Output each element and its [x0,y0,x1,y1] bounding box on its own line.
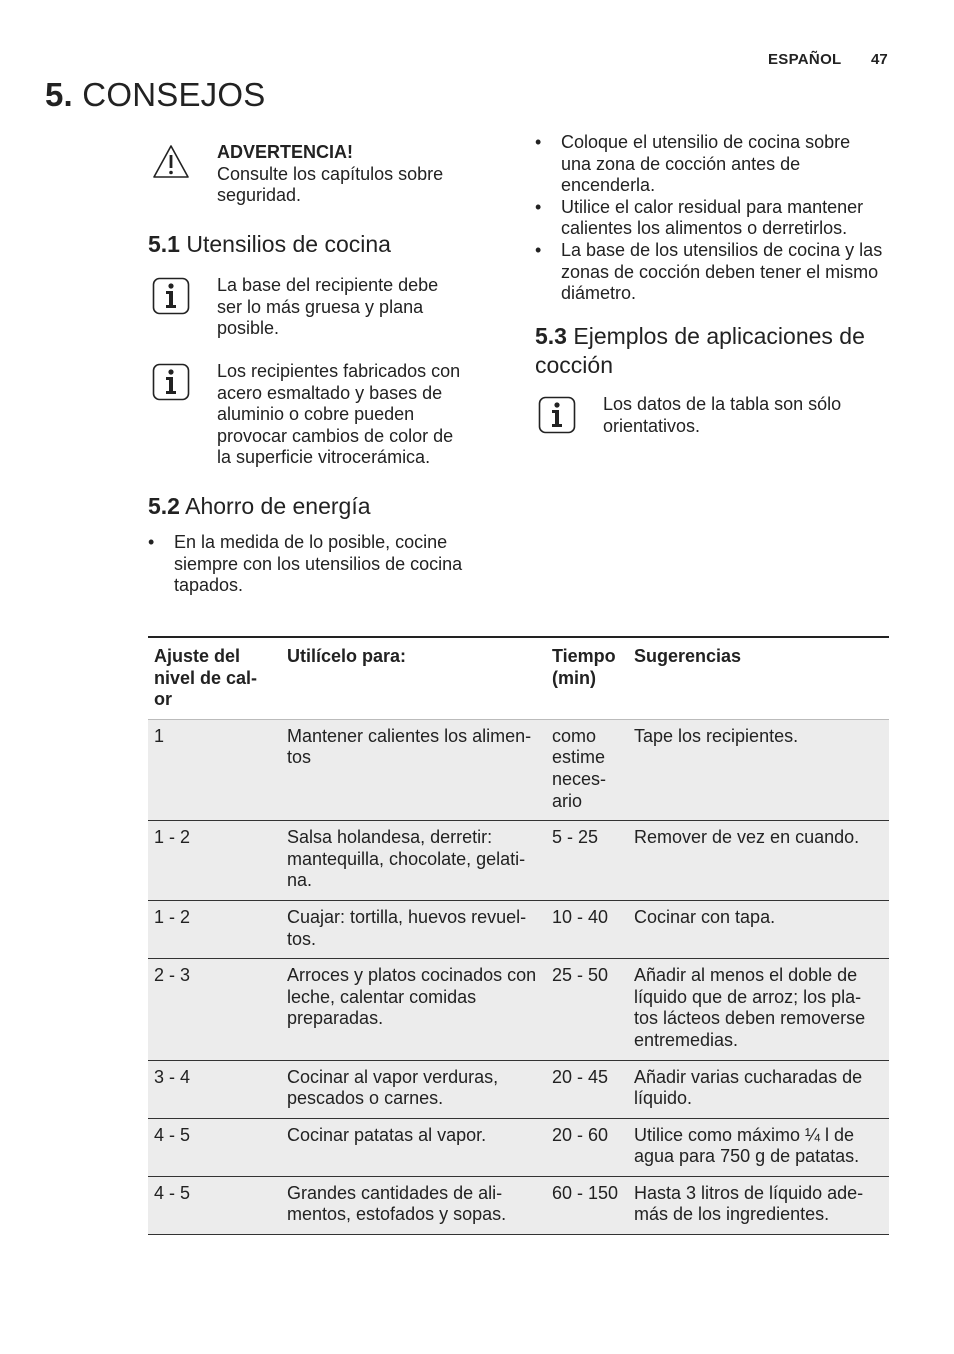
table-cell: 1 - 2 [148,900,281,958]
tips-list [535,132,885,305]
chapter-name: CONSEJOS [82,76,266,113]
section-title-continued: cocción [535,352,613,378]
info-icon [152,363,190,401]
header-language: ESPAÑOL [768,51,842,68]
table-row [148,959,889,1060]
section-5-1-heading [148,230,391,259]
table-cell: 60 - 150 [546,1176,628,1234]
section-5-2-heading [148,492,371,521]
chapter-title [45,76,265,114]
table-row [148,719,889,820]
section-title: Utensilios de cocina [186,231,391,257]
list-item: • Coloque el utensilio de cocina sobre una zona de cocción antes de encenderla. [535,132,885,197]
table-cell: Arroces y platos cocinados con leche, calentar comidas preparadas. [281,959,546,1060]
section-title: Ejemplos de aplicaciones de [573,323,865,349]
table-cell: Hasta 3 litros de líquido ade- más de los ingredientes. [628,1176,889,1234]
table-header-row [148,637,889,719]
chapter-number: 5. [45,76,73,113]
column-header: Utilícelo para: [281,637,546,719]
table-cell: Salsa holandesa, derretir: mantequilla, chocolate, gelati- na. [281,821,546,901]
table-cell: 25 - 50 [546,959,628,1060]
table-cell: Cuajar: tortilla, huevos revuel- tos. [281,900,546,958]
warning-icon [152,143,190,181]
section-number: 5.2 [148,493,180,519]
table-cell: Cocinar con tapa. [628,900,889,958]
table-cell: 3 - 4 [148,1060,281,1118]
info-note: La base del recipiente debe ser lo más gruesa y plana posible. [217,275,439,339]
list-item: • La base de los utensilios de cocina y las zonas de cocción deben tener el mismo diámetro. [535,240,885,305]
list-item: • Utilice el calor residual para mantener calientes los alimentos o derretirlos. [535,197,885,240]
table-cell: 1 [148,719,281,820]
table-row [148,1118,889,1176]
table-cell: Cocinar patatas al vapor. [281,1118,546,1176]
column-header: Sugerencias [628,637,889,719]
table-cell: 20 - 45 [546,1060,628,1118]
warning-block [217,142,477,207]
table-cell: 2 - 3 [148,959,281,1060]
table-cell: 4 - 5 [148,1176,281,1234]
table-cell: Grandes cantidades de ali- mentos, estofados y sopas. [281,1176,546,1234]
info-note: Los datos de la tabla son sólo orientativos. [603,394,842,436]
table-cell: 20 - 60 [546,1118,628,1176]
table-cell: Añadir al menos el doble de líquido que de arroz; los pla- tos lácteos deben removerse entremedias. [628,959,889,1060]
section-title: Ahorro de energía [185,493,371,519]
table-cell: 5 - 25 [546,821,628,901]
table-cell: como estime neces- ario [546,719,628,820]
section-5-3-heading [535,322,895,380]
table-row [148,1060,889,1118]
info-icon [152,277,190,315]
table-cell: Tape los recipientes. [628,719,889,820]
section-number: 5.3 [535,323,567,349]
table-row [148,821,889,901]
info-icon [538,396,576,434]
table-cell: Mantener calientes los alimen- tos [281,719,546,820]
table-row [148,1176,889,1234]
section-number: 5.1 [148,231,180,257]
column-header: Ajuste del nivel de cal- or [148,637,281,719]
table-row [148,900,889,958]
table-cell: Añadir varias cucharadas de líquido. [628,1060,889,1118]
table-cell: Utilice como máximo ¼ l de agua para 750 g de patatas. [628,1118,889,1176]
list-item: • En la medida de lo posible, cocine siempre con los utensilios de cocina tapados. [148,532,483,597]
table-cell: 1 - 2 [148,821,281,901]
column-header: Tiempo (min) [546,637,628,719]
table-cell: 4 - 5 [148,1118,281,1176]
page-number: 47 [871,51,888,68]
cooking-table [148,636,889,1235]
warning-title: ADVERTENCIA! [217,142,354,162]
energy-saving-list [148,532,483,597]
info-note: Los recipientes fabricados con acero esmaltado y bases de aluminio o cobre pueden provocar cambios de color de la superficie vitrocerámica. [217,361,461,468]
warning-text: Consulte los capítulos sobre seguridad. [217,163,444,206]
table-cell: Remover de vez en cuando. [628,821,889,901]
table-cell: 10 - 40 [546,900,628,958]
table-cell: Cocinar al vapor verduras, pescados o carnes. [281,1060,546,1118]
